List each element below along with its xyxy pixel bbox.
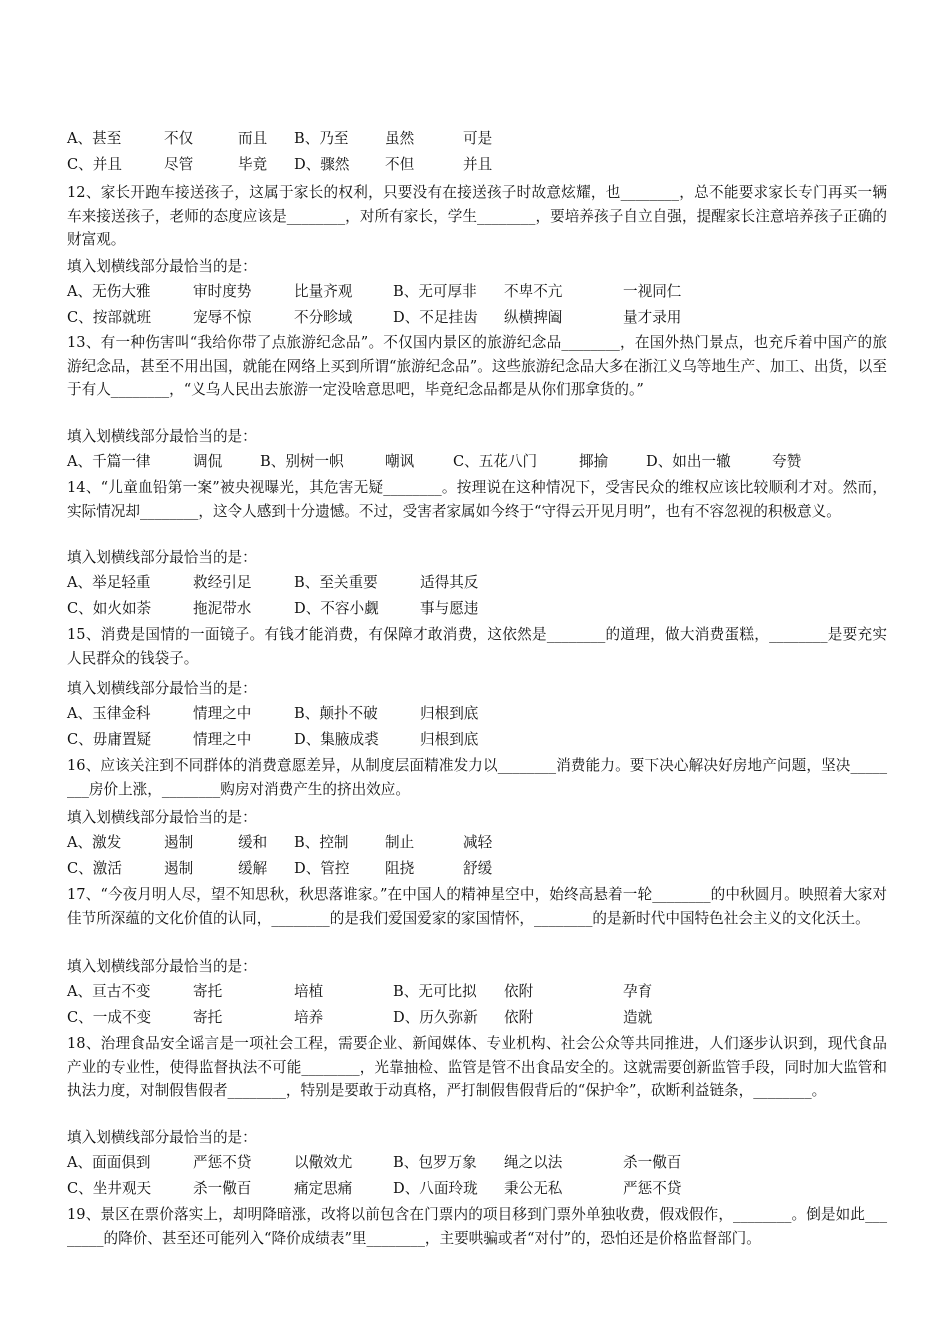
option-cell: 拖泥带水	[193, 600, 252, 617]
option-cell: C、激活	[67, 860, 122, 877]
option-cell: 尽管	[164, 156, 194, 173]
option-cell: 寄托	[193, 1009, 223, 1026]
option-cell: 不仅	[164, 130, 194, 147]
option-cell: 缓和	[238, 834, 268, 851]
option-cell: 寄托	[193, 983, 223, 1000]
option-cell: 造就	[623, 1009, 653, 1026]
option-cell: 杀一儆百	[623, 1154, 682, 1171]
question-text: 15、消费是国情的一面镜子。有钱才能消费，有保障才敢消费，这依然是________的道理，做大消费蛋糕，________是要充实人民群众的钱袋子。	[67, 626, 887, 667]
option-cell: A、千篇一律	[67, 453, 151, 470]
option-cell: 培植	[294, 983, 324, 1000]
option-cell: 并且	[463, 156, 493, 173]
option-cell: 遏制	[164, 834, 194, 851]
option-cell: D、历久弥新	[393, 1009, 478, 1026]
option-cell: 一视同仁	[623, 283, 682, 300]
option-cell: C、毋庸置疑	[67, 731, 152, 748]
option-cell: 归根到底	[420, 705, 479, 722]
option-cell: 缓解	[238, 860, 268, 877]
option-cell: 宠辱不惊	[193, 309, 252, 326]
option-cell: 情理之中	[193, 705, 252, 722]
fill-prompt: 填入划横线部分最恰当的是：	[67, 958, 257, 975]
option-cell: 嘲讽	[385, 453, 415, 470]
option-cell: 不分畛域	[294, 309, 353, 326]
option-cell: A、亘古不变	[67, 983, 151, 1000]
option-cell: 阻挠	[385, 860, 415, 877]
option-cell: C、按部就班	[67, 309, 152, 326]
option-cell: 依附	[504, 983, 534, 1000]
question-text: 17、“今夜月明人尽，望不知思秋，秋思落谁家。”在中国人的精神星空中，始终高悬着一轮________的中秋圆月。映照着大家对佳节所深蕴的文化价值的认同，________的是我们爱国爱家的家国情怀，________的是新时代中国特色社会主义的文化沃土。	[67, 886, 887, 927]
option-cell: 可是	[463, 130, 493, 147]
question-text: 12、家长开跑车接送孩子，这属于家长的权利，只要没有在接送孩子时故意炫耀，也________，总不能要求家长专门再买一辆车来接送孩子，老师的态度应该是________，对所有家长，学生________，要培养孩子自立自强，提醒家长注意培养孩子正确的财富观。	[67, 184, 887, 249]
option-cell: D、如出一辙	[646, 453, 731, 470]
option-cell: 揶揄	[579, 453, 609, 470]
option-cell: B、乃至	[294, 130, 349, 147]
option-cell: B、颠扑不破	[294, 705, 378, 722]
option-cell: B、无可比拟	[393, 983, 477, 1000]
option-cell: C、一成不变	[67, 1009, 152, 1026]
fill-prompt: 填入划横线部分最恰当的是：	[67, 809, 257, 826]
option-cell: 严惩不贷	[623, 1180, 682, 1197]
option-cell: 救经引足	[193, 574, 252, 591]
option-cell: 孕育	[623, 983, 653, 1000]
option-cell: 量才录用	[623, 309, 682, 326]
option-cell: 而且	[238, 130, 268, 147]
option-cell: A、举足轻重	[67, 574, 151, 591]
option-cell: A、无伤大雅	[67, 283, 151, 300]
option-cell: A、甚至	[67, 130, 122, 147]
option-cell: C、五花八门	[453, 453, 538, 470]
option-cell: B、包罗万象	[393, 1154, 477, 1171]
option-cell: 情理之中	[193, 731, 252, 748]
option-cell: 比量齐观	[294, 283, 353, 300]
option-cell: 依附	[504, 1009, 534, 1026]
option-cell: 虽然	[385, 130, 415, 147]
option-cell: 审时度势	[193, 283, 252, 300]
question-text: 18、治理食品安全谣言是一项社会工程，需要企业、新闻媒体、专业机构、社会公众等共同推进，人们逐步认识到，现代食品产业的专业性，使得监督执法不可能________，光靠抽检、监管是管不出食品安全的。这就需要创新监管手段，同时加大监管和执法力度，对制假售假者________，特别是要敢于动真格，严打制假售假背后的“保护伞”，砍断利益链条，________。	[67, 1035, 887, 1100]
option-cell: 归根到底	[420, 731, 479, 748]
fill-prompt: 填入划横线部分最恰当的是：	[67, 258, 257, 275]
option-cell: A、面面俱到	[67, 1154, 151, 1171]
option-cell: B、别树一帜	[260, 453, 344, 470]
option-cell: C、并且	[67, 156, 122, 173]
option-cell: 事与愿违	[420, 600, 479, 617]
option-cell: D、八面玲珑	[393, 1180, 478, 1197]
option-cell: 制止	[385, 834, 415, 851]
fill-prompt: 填入划横线部分最恰当的是：	[67, 680, 257, 697]
option-cell: 毕竟	[238, 156, 268, 173]
option-cell: B、无可厚非	[393, 283, 477, 300]
fill-prompt: 填入划横线部分最恰当的是：	[67, 1129, 257, 1146]
option-cell: 以儆效尤	[294, 1154, 353, 1171]
option-cell: 不但	[385, 156, 415, 173]
option-cell: D、不足挂齿	[393, 309, 478, 326]
option-cell: C、坐井观天	[67, 1180, 152, 1197]
option-cell: 纵横捭阖	[504, 309, 563, 326]
option-cell: 杀一儆百	[193, 1180, 252, 1197]
fill-prompt: 填入划横线部分最恰当的是：	[67, 428, 257, 445]
option-cell: 夸赞	[772, 453, 802, 470]
option-cell: B、控制	[294, 834, 349, 851]
option-cell: D、管控	[294, 860, 350, 877]
question-text: 14、“儿童血铅第一案”被央视曝光，其危害无疑________。按理说在这种情况下，受害民众的维权应该比较顺利才对。然而，实际情况却________，这令人感到十分遗憾。不过，受害者家属如今终于“守得云开见月明”，也有不容忽视的积极意义。	[67, 479, 887, 520]
option-cell: D、集腋成裘	[294, 731, 379, 748]
option-cell: B、至关重要	[294, 574, 378, 591]
option-cell: D、不容小觑	[294, 600, 379, 617]
option-cell: 秉公无私	[504, 1180, 563, 1197]
question-text: 16、应该关注到不同群体的消费意愿差异，从制度层面精准发力以________消费能力。要下决心解决好房地产问题，坚决________房价上涨，________购房对消费产生的挤出效应。	[67, 757, 887, 798]
option-cell: 适得其反	[420, 574, 479, 591]
question-text: 13、有一种伤害叫“我给你带了点旅游纪念品”。不仅国内景区的旅游纪念品________，在国外热门景点，也充斥着中国产的旅游纪念品，甚至不用出国，就能在网络上买到所谓“旅游纪念品”。这些旅游纪念品大多在浙江义乌等地生产、加工、出货，以至于有人________，“义乌人民出去旅游一定没啥意思吧，毕竟纪念品都是从你们那拿货的。”	[67, 334, 887, 399]
option-cell: C、如火如荼	[67, 600, 152, 617]
option-cell: 痛定思痛	[294, 1180, 353, 1197]
option-cell: D、骤然	[294, 156, 350, 173]
option-cell: 绳之以法	[504, 1154, 563, 1171]
option-cell: 严惩不贷	[193, 1154, 252, 1171]
option-cell: 舒缓	[463, 860, 493, 877]
option-cell: 遏制	[164, 860, 194, 877]
option-cell: 减轻	[463, 834, 493, 851]
option-cell: 培养	[294, 1009, 324, 1026]
option-cell: A、激发	[67, 834, 122, 851]
option-cell: 不卑不亢	[504, 283, 563, 300]
fill-prompt: 填入划横线部分最恰当的是：	[67, 549, 257, 566]
question-text: 19、景区在票价落实上，却明降暗涨，改将以前包含在门票内的项目移到门票外单独收费，假戏假作，________。倒是如此________的降价、甚至还可能列入“降价成绩表”里________，主要哄骗或者“对付”的，恐怕还是价格监督部门。	[67, 1206, 887, 1247]
option-cell: 调侃	[193, 453, 223, 470]
option-cell: A、玉律金科	[67, 705, 151, 722]
